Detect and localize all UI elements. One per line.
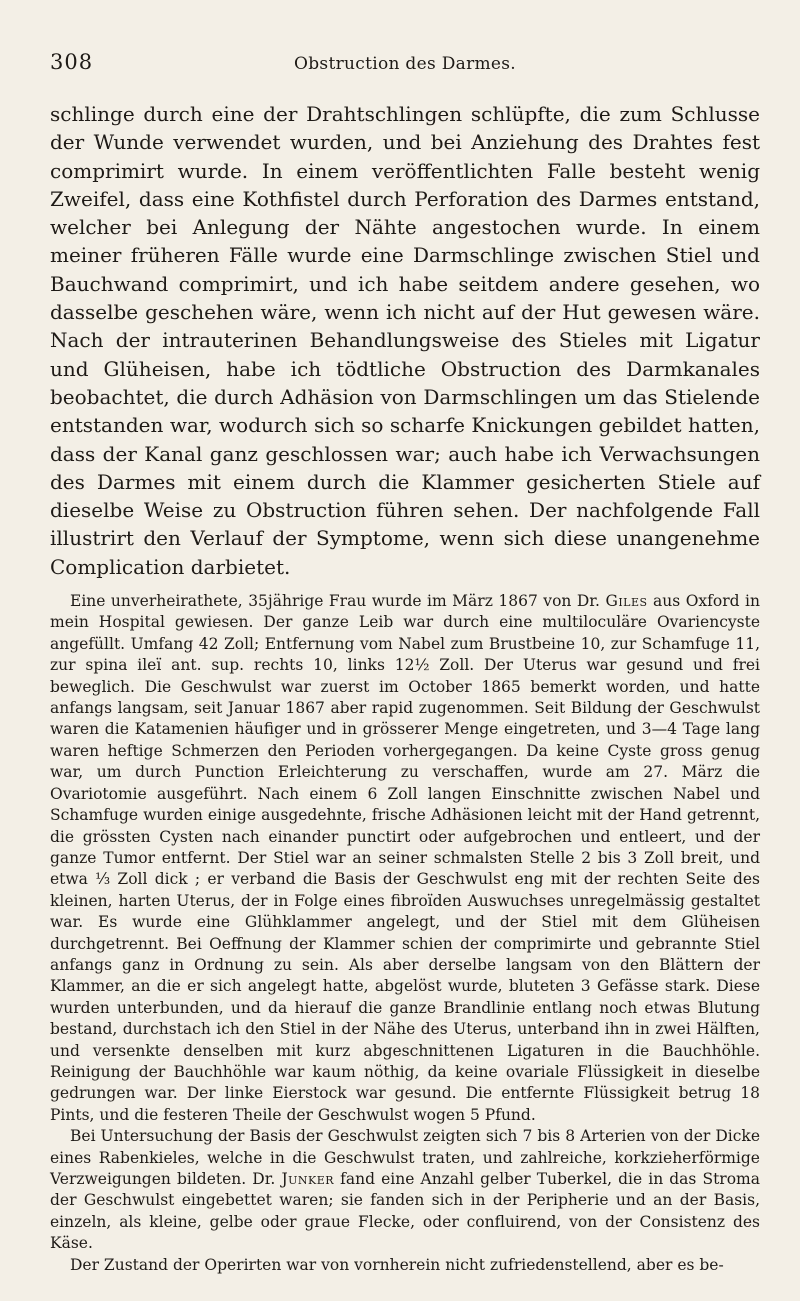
page-header xyxy=(50,50,760,82)
case-text: Eine unverheirathete, 35jährige Frau wurde im März 1867 von Dr. xyxy=(70,592,606,611)
case-text: Bei Untersuchung der Basis der Geschwulst zeigten sich 7 bis 8 Arterien von der Dicke eines Rabenkieles, welche in die Geschwulst traten, und zahlreiche, korkzieherförmige Verzweigungen bildeten. Dr. xyxy=(50,1127,760,1189)
main-paragraph: schlinge durch eine der Drahtschlingen schlüpfte, die zum Schlusse der Wunde verwendet wurden, und bei Anziehung des Drahtes fest comprimirt wurde. In einem veröffentlichten Falle besteht wenig Zweifel, dass eine Kothfistel durch Perforation des Darmes entstand, welcher bei Anlegung der Nähte angestochen wurde. In einem meiner früheren Fälle wurde eine Darmschlinge zwischen Stiel und Bauchwand comprimirt, und ich habe seitdem andere gesehen, wo dasselbe geschehen wäre, wenn ich nicht auf der Hut gewesen wäre. Nach der intrauterinen Behandlungsweise des Stieles mit Ligatur und Glüheisen, habe ich tödtliche Obstruction des Darmkanales beobachtet, die durch Adhäsion von Darmschlingen um das Stielende entstanden war, wodurch sich so scharfe Knickungen gebildet hatten, dass der Kanal ganz geschlossen war; auch habe ich Verwachsungen des Darmes mit einem durch die Klammer gesicherten Stiele auf dieselbe Weise zu Obstruction führen sehen. Der nachfolgende Fall illustrirt den Verlauf der Symptome, wenn sich diese unangenehme Complication darbietet. xyxy=(50,102,760,579)
author-name-giles: Giles xyxy=(605,592,648,611)
case-paragraph-2 xyxy=(50,1126,760,1254)
case-report xyxy=(50,591,760,1276)
running-title: Obstruction des Darmes. xyxy=(294,54,516,74)
case-paragraph-1 xyxy=(50,591,760,1126)
case-text: aus Oxford in mein Hospital gewiesen. Der ganze Leib war durch eine multiloculäre Ovariencyste angefüllt. Umfang 42 Zoll; Entfernung vom Nabel zum Brustbeine 10, zur Schamfuge 11, zur spina ileï ant. sup. rechts 10, links 12½ Zoll. Der Uterus war gesund und frei beweglich. Die Geschwulst war zuerst im October 1865 bemerkt worden, und hatte anfangs langsam, seit Januar 1867 aber rapid zugenommen. Seit Bildung der Geschwulst waren die Katamenien häufiger und in grösserer Menge eingetreten, und 3—4 Tage lang waren heftige Schmerzen den Perioden vorhergegangen. Da keine Cyste gross genug war, um durch Punction Erleichterung zu verschaffen, wurde am 27. März die Ovariotomie ausgeführt. Nach einem 6 Zoll langen Einschnitte zwischen Nabel und Schamfuge wurden einige ausgedehnte, frische Adhäsionen leicht mit der Hand getrennt, die grössten Cysten nach einander punctirt oder aufgebrochen und entleert, und der ganze Tumor entfernt. Der Stiel war an seiner schmalsten Stelle 2 bis 3 Zoll breit, und etwa ⅓ Zoll dick ; er verband die Basis der Geschwulst eng mit der rechten Seite des kleinen, harten Uterus, der in Folge eines fibroïden Auswuchses unregelmässig gestaltet war. Es wurde eine Glühklammer angelegt, und der Stiel mit dem Glüheisen durchgetrennt. Bei Oeffnung der Klammer schien der comprimirte und gebrannte Stiel anfangs ganz in Ordnung zu sein. Als aber derselbe langsam von den Blättern der Klammer, an die er sich angelegt hatte, abgelöst wurde, bluteten 3 Gefässe stark. Diese wurden unterbunden, und da hierauf die ganze Brandlinie entlang noch etwas Blutung bestand, durchstach ich den Stiel in der Nähe des Uterus, unterband ihn in zwei Hälften, und versenkte denselben mit kurz abgeschnittenen Ligaturen in die Bauchhöhle. Reinigung der Bauchhöhle war kaum nöthig, da keine ovariale Flüssigkeit in dieselbe gedrungen war. Der linke Eierstock war gesund. Die entfernte Flüssigkeit betrug 18 Pints, und die festeren Theile der Geschwulst wogen 5 Pfund. xyxy=(50,592,760,1124)
case-text: fand eine Anzahl gelber Tuberkel, die in das Stroma der Geschwulst eingebettet waren; sie fanden sich in der Peripherie und an der Basis, einzeln, als kleine, gelbe oder graue Flecke, oder confluirend, von der Consistenz des Käse. xyxy=(50,1170,760,1253)
case-paragraph-3: Der Zustand der Operirten war von vornherein nicht zufriedenstellend, aber es be- xyxy=(70,1255,724,1274)
page-number: 308 xyxy=(50,50,94,74)
author-name-junker: Junker xyxy=(281,1170,335,1189)
